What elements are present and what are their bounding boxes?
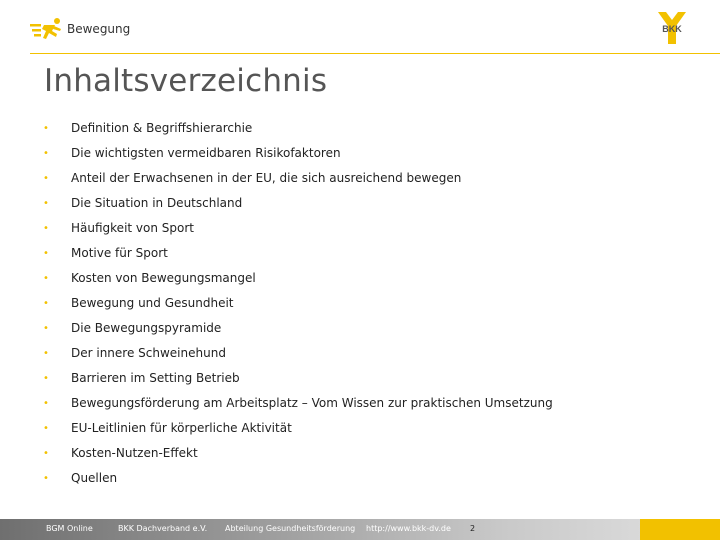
toc-item-label: Häufigkeit von Sport: [71, 221, 194, 235]
bullet-icon: •: [43, 248, 49, 259]
footer-bgm-online: BGM Online: [46, 524, 93, 533]
bullet-icon: •: [43, 298, 49, 309]
toc-item-label: Kosten von Bewegungsmangel: [71, 271, 256, 285]
bullet-icon: •: [43, 273, 49, 284]
footer-accent: [640, 519, 720, 540]
bullet-icon: •: [43, 173, 49, 184]
section-label: Bewegung: [67, 22, 131, 36]
toc-item-label: Barrieren im Setting Betrieb: [71, 371, 240, 385]
slide-header: [0, 0, 720, 54]
footer-organisation: BKK Dachverband e.V.: [118, 524, 208, 533]
bullet-icon: •: [43, 423, 49, 434]
bkk-logo: [652, 8, 692, 46]
footer-website-link[interactable]: http://www.bkk-dv.de: [366, 524, 451, 533]
toc-item-label: Definition & Begriffshierarchie: [71, 121, 253, 135]
bullet-icon: •: [43, 123, 49, 134]
bullet-icon: •: [43, 473, 49, 484]
page-number: 2: [470, 524, 476, 533]
toc-item-label: Die wichtigsten vermeidbaren Risikofaktoren: [71, 146, 341, 160]
header-divider: [30, 53, 720, 54]
bullet-icon: •: [43, 148, 49, 159]
toc-item-label: Anteil der Erwachsenen in der EU, die sich ausreichend bewegen: [71, 171, 462, 185]
toc-item-label: Bewegung und Gesundheit: [71, 296, 234, 310]
bullet-icon: •: [43, 373, 49, 384]
toc-item-label: Kosten-Nutzen-Effekt: [71, 446, 198, 460]
toc-item-label: Der innere Schweinehund: [71, 346, 226, 360]
toc-item-label: Quellen: [71, 471, 118, 485]
footer-department: Abteilung Gesundheitsförderung: [225, 524, 356, 533]
page-title: Inhaltsverzeichnis: [44, 63, 328, 99]
toc-item-label: Bewegungsförderung am Arbeitsplatz – Vom Wissen zur praktischen Umsetzung: [71, 396, 553, 410]
bullet-icon: •: [43, 398, 49, 409]
bullet-icon: •: [43, 198, 49, 209]
footer-bar: [0, 519, 720, 540]
toc-item-label: EU-Leitlinien für körperliche Aktivität: [71, 421, 292, 435]
svg-text:BKK: BKK: [662, 24, 682, 34]
toc-item-label: Motive für Sport: [71, 246, 168, 260]
running-person-icon: [30, 17, 64, 41]
toc-item-label: Die Bewegungspyramide: [71, 321, 222, 335]
toc-item-label: Die Situation in Deutschland: [71, 196, 243, 210]
bullet-icon: •: [43, 223, 49, 234]
bullet-icon: •: [43, 323, 49, 334]
bullet-icon: •: [43, 348, 49, 359]
bullet-icon: •: [43, 448, 49, 459]
